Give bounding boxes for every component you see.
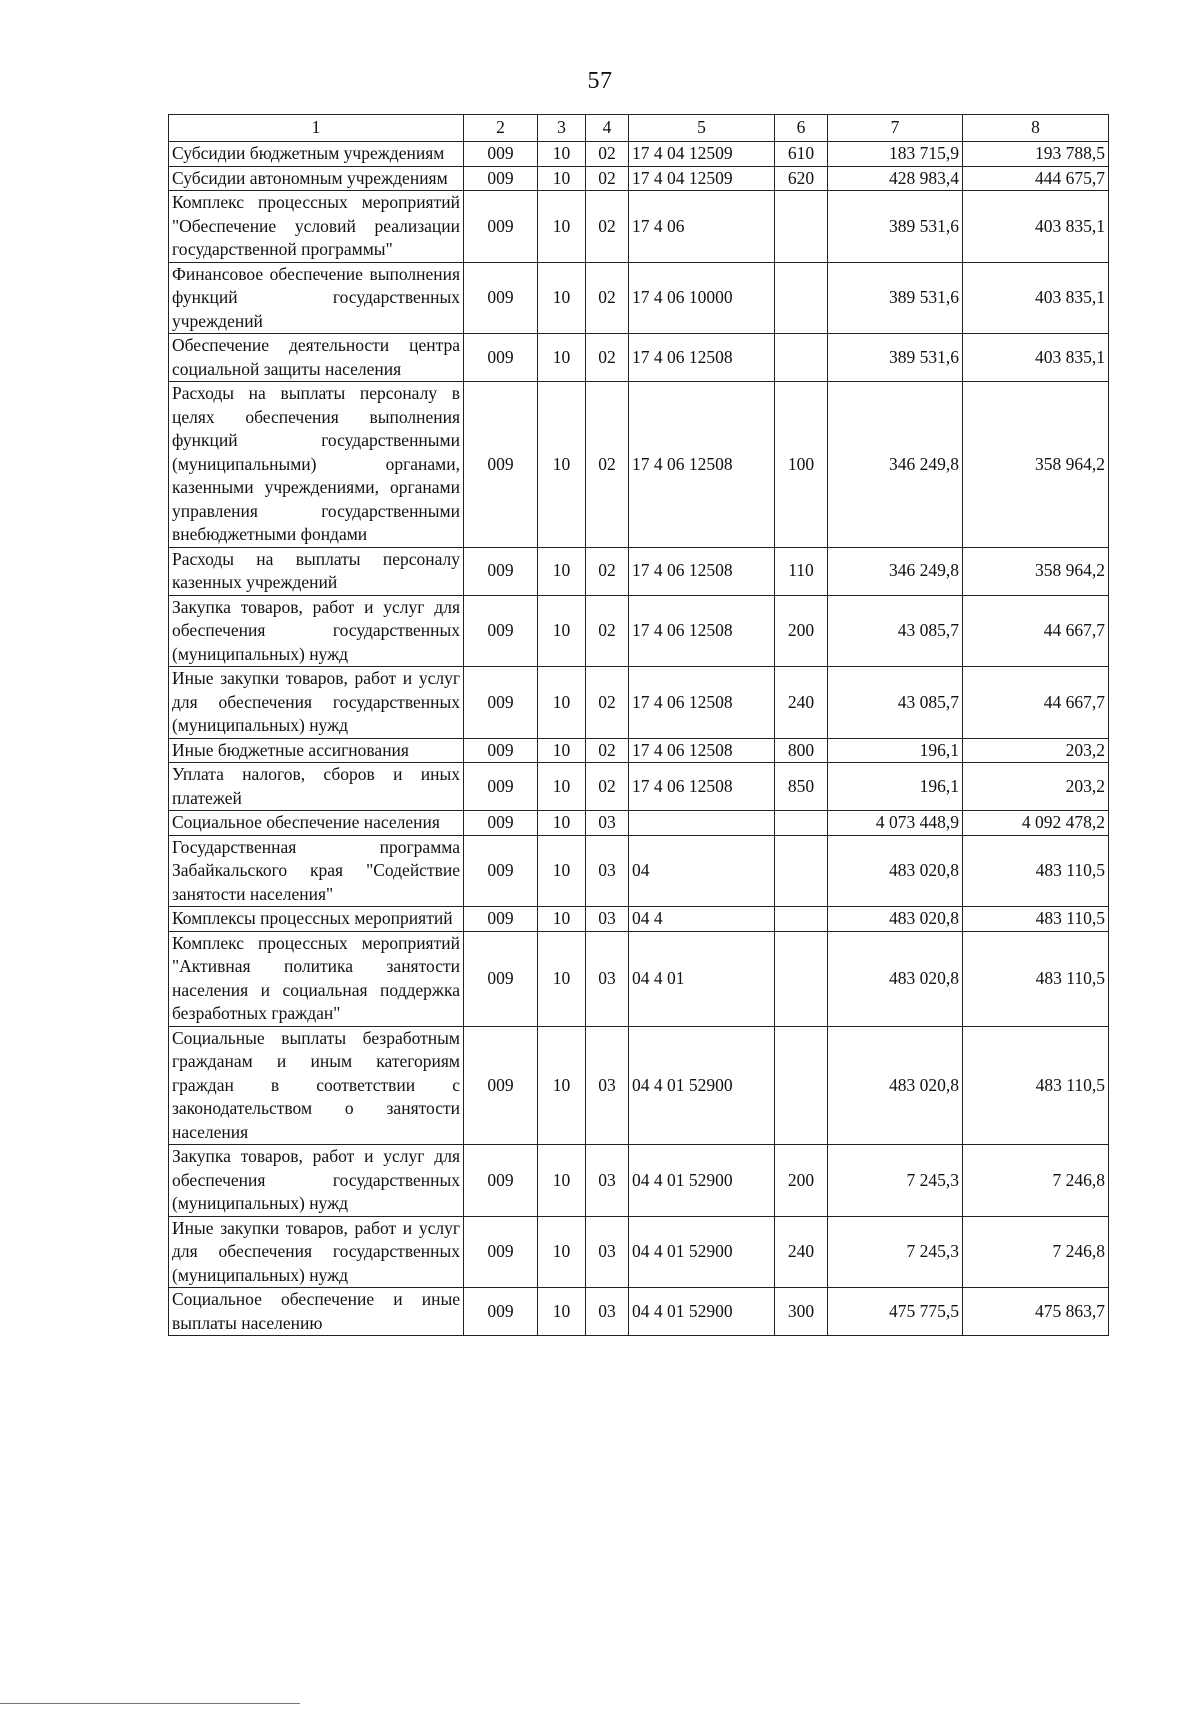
row-col-5: 17 4 06 10000	[629, 262, 775, 334]
row-col-6	[775, 811, 828, 836]
row-col-4: 03	[586, 1216, 629, 1288]
table-row	[169, 262, 1109, 334]
row-col-6	[775, 262, 828, 334]
row-col-6: 200	[775, 595, 828, 667]
table-row	[169, 1216, 1109, 1288]
row-col-6	[775, 191, 828, 263]
row-col-2: 009	[464, 1288, 538, 1336]
row-col-8: 7 246,8	[963, 1145, 1109, 1217]
row-col-2: 009	[464, 763, 538, 811]
row-col-4: 02	[586, 262, 629, 334]
row-col-6	[775, 907, 828, 932]
table-row	[169, 1145, 1109, 1217]
row-col-5: 17 4 06 12508	[629, 763, 775, 811]
row-col-6: 240	[775, 1216, 828, 1288]
row-col-5: 04 4 01 52900	[629, 1288, 775, 1336]
row-col-4: 02	[586, 595, 629, 667]
row-name: Закупка товаров, работ и услуг для обеспечения государственных (муниципальных) нужд	[169, 1145, 464, 1217]
row-col-7: 346 249,8	[828, 547, 963, 595]
row-col-3: 10	[538, 166, 586, 191]
header-col-1: 1	[169, 115, 464, 142]
row-col-4: 02	[586, 166, 629, 191]
row-col-8: 193 788,5	[963, 142, 1109, 167]
row-col-4: 02	[586, 738, 629, 763]
row-col-2: 009	[464, 811, 538, 836]
row-col-4: 03	[586, 931, 629, 1026]
row-col-5: 04 4 01 52900	[629, 1145, 775, 1217]
row-col-3: 10	[538, 334, 586, 382]
row-col-5: 17 4 06	[629, 191, 775, 263]
row-col-8: 4 092 478,2	[963, 811, 1109, 836]
row-col-7: 346 249,8	[828, 382, 963, 548]
row-col-2: 009	[464, 931, 538, 1026]
row-col-3: 10	[538, 1288, 586, 1336]
row-col-6: 240	[775, 667, 828, 739]
row-col-6	[775, 1026, 828, 1145]
row-col-8: 483 110,5	[963, 835, 1109, 907]
row-col-2: 009	[464, 595, 538, 667]
row-col-4: 03	[586, 907, 629, 932]
table-row	[169, 1026, 1109, 1145]
row-col-2: 009	[464, 382, 538, 548]
row-col-2: 009	[464, 547, 538, 595]
row-col-3: 10	[538, 738, 586, 763]
row-col-6: 200	[775, 1145, 828, 1217]
row-col-4: 03	[586, 811, 629, 836]
header-col-8: 8	[963, 115, 1109, 142]
header-col-6: 6	[775, 115, 828, 142]
row-name: Иные закупки товаров, работ и услуг для обеспечения государственных (муниципальных) нужд	[169, 1216, 464, 1288]
row-name: Субсидии бюджетным учреждениям	[169, 142, 464, 167]
row-col-2: 009	[464, 1026, 538, 1145]
header-col-4: 4	[586, 115, 629, 142]
table-row	[169, 547, 1109, 595]
row-name: Государственная программа Забайкальского края "Содействие занятости населения"	[169, 835, 464, 907]
row-col-6: 620	[775, 166, 828, 191]
row-col-2: 009	[464, 667, 538, 739]
row-col-8: 44 667,7	[963, 595, 1109, 667]
row-col-7: 43 085,7	[828, 667, 963, 739]
row-col-6: 110	[775, 547, 828, 595]
row-col-7: 196,1	[828, 763, 963, 811]
row-col-3: 10	[538, 907, 586, 932]
header-col-3: 3	[538, 115, 586, 142]
row-col-5: 17 4 04 12509	[629, 166, 775, 191]
row-col-5: 17 4 06 12508	[629, 667, 775, 739]
row-col-2: 009	[464, 334, 538, 382]
row-col-5: 17 4 06 12508	[629, 547, 775, 595]
table-row	[169, 142, 1109, 167]
row-col-4: 02	[586, 334, 629, 382]
table-row	[169, 931, 1109, 1026]
table-row	[169, 1288, 1109, 1336]
table-row	[169, 191, 1109, 263]
table-row	[169, 907, 1109, 932]
table-row	[169, 166, 1109, 191]
row-col-8: 358 964,2	[963, 382, 1109, 548]
row-col-3: 10	[538, 142, 586, 167]
row-col-6: 850	[775, 763, 828, 811]
row-col-6	[775, 835, 828, 907]
row-col-8: 203,2	[963, 738, 1109, 763]
row-col-2: 009	[464, 835, 538, 907]
row-col-8: 475 863,7	[963, 1288, 1109, 1336]
row-col-2: 009	[464, 142, 538, 167]
row-col-3: 10	[538, 931, 586, 1026]
row-col-7: 196,1	[828, 738, 963, 763]
row-name: Финансовое обеспечение выполнения функций государственных учреждений	[169, 262, 464, 334]
row-name: Социальное обеспечение и иные выплаты населению	[169, 1288, 464, 1336]
row-col-3: 10	[538, 1026, 586, 1145]
row-col-8: 44 667,7	[963, 667, 1109, 739]
row-col-4: 03	[586, 1026, 629, 1145]
row-col-3: 10	[538, 1145, 586, 1217]
row-col-2: 009	[464, 1216, 538, 1288]
row-col-3: 10	[538, 547, 586, 595]
row-col-3: 10	[538, 667, 586, 739]
row-name: Уплата налогов, сборов и иных платежей	[169, 763, 464, 811]
row-col-5: 04 4	[629, 907, 775, 932]
row-col-7: 483 020,8	[828, 931, 963, 1026]
row-col-4: 02	[586, 191, 629, 263]
row-col-5: 17 4 06 12508	[629, 595, 775, 667]
row-col-7: 43 085,7	[828, 595, 963, 667]
row-col-3: 10	[538, 595, 586, 667]
table-row	[169, 382, 1109, 548]
row-col-8: 7 246,8	[963, 1216, 1109, 1288]
row-col-3: 10	[538, 1216, 586, 1288]
row-col-8: 358 964,2	[963, 547, 1109, 595]
row-col-8: 403 835,1	[963, 334, 1109, 382]
row-name: Комплекс процессных мероприятий "Обеспечение условий реализации государственной программы"	[169, 191, 464, 263]
row-col-5: 17 4 06 12508	[629, 334, 775, 382]
row-name: Закупка товаров, работ и услуг для обеспечения государственных (муниципальных) нужд	[169, 595, 464, 667]
table-row	[169, 595, 1109, 667]
table-row	[169, 763, 1109, 811]
header-row	[169, 115, 1109, 142]
row-col-3: 10	[538, 382, 586, 548]
row-col-6	[775, 334, 828, 382]
row-col-5: 17 4 06 12508	[629, 382, 775, 548]
row-col-6	[775, 931, 828, 1026]
row-col-3: 10	[538, 763, 586, 811]
row-col-2: 009	[464, 907, 538, 932]
row-col-7: 183 715,9	[828, 142, 963, 167]
row-name: Расходы на выплаты персоналу казенных учреждений	[169, 547, 464, 595]
row-col-7: 7 245,3	[828, 1216, 963, 1288]
row-name: Социальные выплаты безработным гражданам и иным категориям граждан в соответствии с законодательством о занятости населения	[169, 1026, 464, 1145]
row-col-5: 04	[629, 835, 775, 907]
row-col-7: 428 983,4	[828, 166, 963, 191]
row-col-4: 02	[586, 763, 629, 811]
row-col-3: 10	[538, 811, 586, 836]
row-col-3: 10	[538, 262, 586, 334]
row-col-7: 483 020,8	[828, 907, 963, 932]
header-col-7: 7	[828, 115, 963, 142]
table-row	[169, 738, 1109, 763]
row-col-5	[629, 811, 775, 836]
row-col-2: 009	[464, 191, 538, 263]
row-col-2: 009	[464, 262, 538, 334]
row-name: Комплекс процессных мероприятий "Активная политика занятости населения и социальная поддержка безработных граждан"	[169, 931, 464, 1026]
table-row	[169, 667, 1109, 739]
row-name: Обеспечение деятельности центра социальной защиты населения	[169, 334, 464, 382]
row-col-7: 4 073 448,9	[828, 811, 963, 836]
row-name: Иные закупки товаров, работ и услуг для обеспечения государственных (муниципальных) нужд	[169, 667, 464, 739]
row-col-2: 009	[464, 1145, 538, 1217]
row-col-8: 444 675,7	[963, 166, 1109, 191]
budget-table	[168, 114, 1109, 1336]
row-col-5: 04 4 01 52900	[629, 1216, 775, 1288]
row-col-6: 800	[775, 738, 828, 763]
row-col-8: 483 110,5	[963, 907, 1109, 932]
row-col-4: 02	[586, 547, 629, 595]
row-col-7: 389 531,6	[828, 334, 963, 382]
footer-rule	[0, 1703, 300, 1704]
page-number: 57	[587, 68, 613, 94]
table-body	[169, 142, 1109, 1336]
row-col-7: 483 020,8	[828, 835, 963, 907]
row-col-2: 009	[464, 166, 538, 191]
row-col-4: 03	[586, 1145, 629, 1217]
row-col-8: 483 110,5	[963, 931, 1109, 1026]
row-col-6: 610	[775, 142, 828, 167]
row-col-3: 10	[538, 191, 586, 263]
row-name: Иные бюджетные ассигнования	[169, 738, 464, 763]
row-name: Субсидии автономным учреждениям	[169, 166, 464, 191]
row-col-7: 389 531,6	[828, 191, 963, 263]
row-col-7: 7 245,3	[828, 1145, 963, 1217]
row-col-4: 02	[586, 382, 629, 548]
row-col-3: 10	[538, 835, 586, 907]
row-col-8: 483 110,5	[963, 1026, 1109, 1145]
row-name: Расходы на выплаты персоналу в целях обеспечения выполнения функций государственными (муниципальными) органами, казенными учреждениями, органами управления государственными внебюджетными фондами	[169, 382, 464, 548]
header-col-5: 5	[629, 115, 775, 142]
row-col-4: 02	[586, 142, 629, 167]
row-col-6: 300	[775, 1288, 828, 1336]
row-col-6: 100	[775, 382, 828, 548]
header-col-2: 2	[464, 115, 538, 142]
row-name: Социальное обеспечение населения	[169, 811, 464, 836]
row-col-7: 475 775,5	[828, 1288, 963, 1336]
table-row	[169, 334, 1109, 382]
row-col-4: 02	[586, 667, 629, 739]
row-col-8: 403 835,1	[963, 262, 1109, 334]
row-col-7: 483 020,8	[828, 1026, 963, 1145]
table-row	[169, 811, 1109, 836]
row-col-5: 04 4 01 52900	[629, 1026, 775, 1145]
row-col-4: 03	[586, 835, 629, 907]
row-name: Комплексы процессных мероприятий	[169, 907, 464, 932]
row-col-2: 009	[464, 738, 538, 763]
row-col-7: 389 531,6	[828, 262, 963, 334]
row-col-5: 04 4 01	[629, 931, 775, 1026]
row-col-5: 17 4 06 12508	[629, 738, 775, 763]
row-col-4: 03	[586, 1288, 629, 1336]
row-col-5: 17 4 04 12509	[629, 142, 775, 167]
row-col-8: 403 835,1	[963, 191, 1109, 263]
row-col-8: 203,2	[963, 763, 1109, 811]
table-row	[169, 835, 1109, 907]
